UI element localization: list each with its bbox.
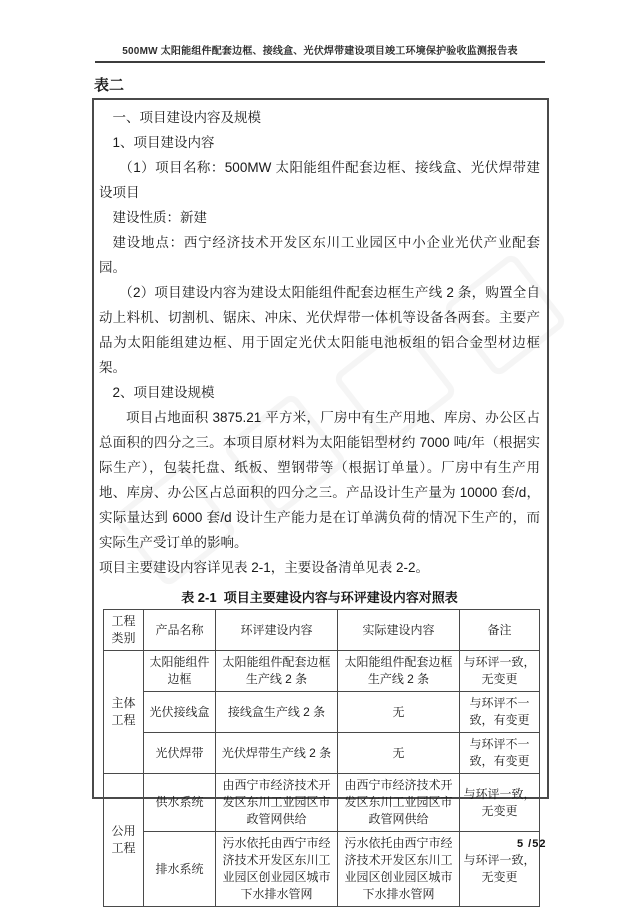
table-caption: 表 2-1 项目主要建设内容与环评建设内容对照表 xyxy=(181,590,458,605)
table-cell-remark: 与环评一致，无变更 xyxy=(460,832,540,907)
table-cell-product: 光伏接线盒 xyxy=(144,692,216,733)
paragraph-table-reference: 项目主要建设内容详见表 2-1，主要设备清单见表 2-2。 xyxy=(99,560,430,575)
table-row xyxy=(104,774,540,832)
table-cell-actual: 太阳能组件配套边框生产线 2 条 xyxy=(338,651,460,692)
table-cell-product: 供水系统 xyxy=(144,774,216,832)
paragraph-section-heading: 一、项目建设内容及规模 xyxy=(112,110,261,125)
page-number: 5 /52 xyxy=(517,838,547,850)
table-cell-actual: 无 xyxy=(338,692,460,733)
table-cell-remark: 与环评不一致，有变更 xyxy=(460,692,540,733)
paragraph-build-scale: 项目占地面积 3875.21 平方米，厂房中有生产用地、库房、办公区占总面积的四分之三。本项目原材料为太阳能铝型材约 7000 吨/年（根据实际生产），包装托盘、纸板、塑钢带等（根据订单量）。厂房中有生产用地、库房、办公区占总面积的四分之三。产品设计生产量为 10000 套/d，实际量达到 6000 套/d 设计生产能力是在订单满负荷的情况下生产的，而实际生产受订单的影响。 xyxy=(99,410,540,550)
paragraph-subsection-1: 1、项目建设内容 xyxy=(112,135,215,150)
paragraph-subsection-2: 2、项目建设规模 xyxy=(112,385,215,400)
table-cell-actual: 污水依托由西宁市经济技术开发区东川工业园区创业园区城市下水排水管网 xyxy=(338,832,460,907)
section-label: 表二 xyxy=(94,77,125,94)
table-row xyxy=(104,692,540,733)
category-cell-main-works: 主体工程 xyxy=(104,651,144,774)
construction-comparison-table xyxy=(103,609,540,907)
table-cell-product: 排水系统 xyxy=(144,832,216,907)
document-header-title: 500MW 太阳能组件配套边框、接线盒、光伏焊带建设项目竣工环境保护验收监测报告表 xyxy=(95,42,545,63)
table-row xyxy=(104,832,540,907)
table-cell-eia: 由西宁市经济技术开发区东川工业园区市政管网供给 xyxy=(216,774,338,832)
paragraph-build-nature: 建设性质：新建 xyxy=(112,210,207,225)
table-row xyxy=(104,733,540,774)
table-header-cell-actual: 实际建设内容 xyxy=(338,610,460,651)
table-cell-actual: 无 xyxy=(338,733,460,774)
table-header-cell-eia: 环评建设内容 xyxy=(216,610,338,651)
table-header-cell-product: 产品名称 xyxy=(144,610,216,651)
table-row xyxy=(104,651,540,692)
table-cell-eia: 光伏焊带生产线 2 条 xyxy=(216,733,338,774)
table-cell-remark: 与环评一致，无变更 xyxy=(460,651,540,692)
table-cell-remark: 与环评不一致，有变更 xyxy=(460,733,540,774)
table-cell-product: 光伏焊带 xyxy=(144,733,216,774)
table-cell-eia: 太阳能组件配套边框生产线 2 条 xyxy=(216,651,338,692)
table-header-cell-remark: 备注 xyxy=(460,610,540,651)
table-cell-eia: 接线盒生产线 2 条 xyxy=(216,692,338,733)
table-cell-remark: 与环评一致，无变更 xyxy=(460,774,540,832)
table-header-row xyxy=(104,610,540,651)
table-header-cell-category: 工程类别 xyxy=(104,610,144,651)
table-cell-actual: 由西宁市经济技术开发区东川工业园区市政管网供给 xyxy=(338,774,460,832)
paragraph-build-content: （2）项目建设内容为建设太阳能组件配套边框生产线 2 条，购置全自动上料机、切割机、锯床、冲床、光伏焊带一体机等设备各两套。主要产品为太阳能组建边框、用于固定光伏太阳能电池板组的铝合金型材边框架。 xyxy=(99,285,540,375)
paragraph-project-name: （1）项目名称：500MW 太阳能组件配套边框、接线盒、光伏焊带建设项目 xyxy=(99,160,540,200)
table-cell-product: 太阳能组件边框 xyxy=(144,651,216,692)
paragraph-build-location: 建设地点：西宁经济技术开发区东川工业园区中小企业光伏产业配套园。 xyxy=(99,235,540,275)
category-cell-utility-works: 公用工程 xyxy=(104,774,144,907)
table-cell-eia: 污水依托由西宁市经济技术开发区东川工业园区创业园区城市下水排水管网 xyxy=(216,832,338,907)
